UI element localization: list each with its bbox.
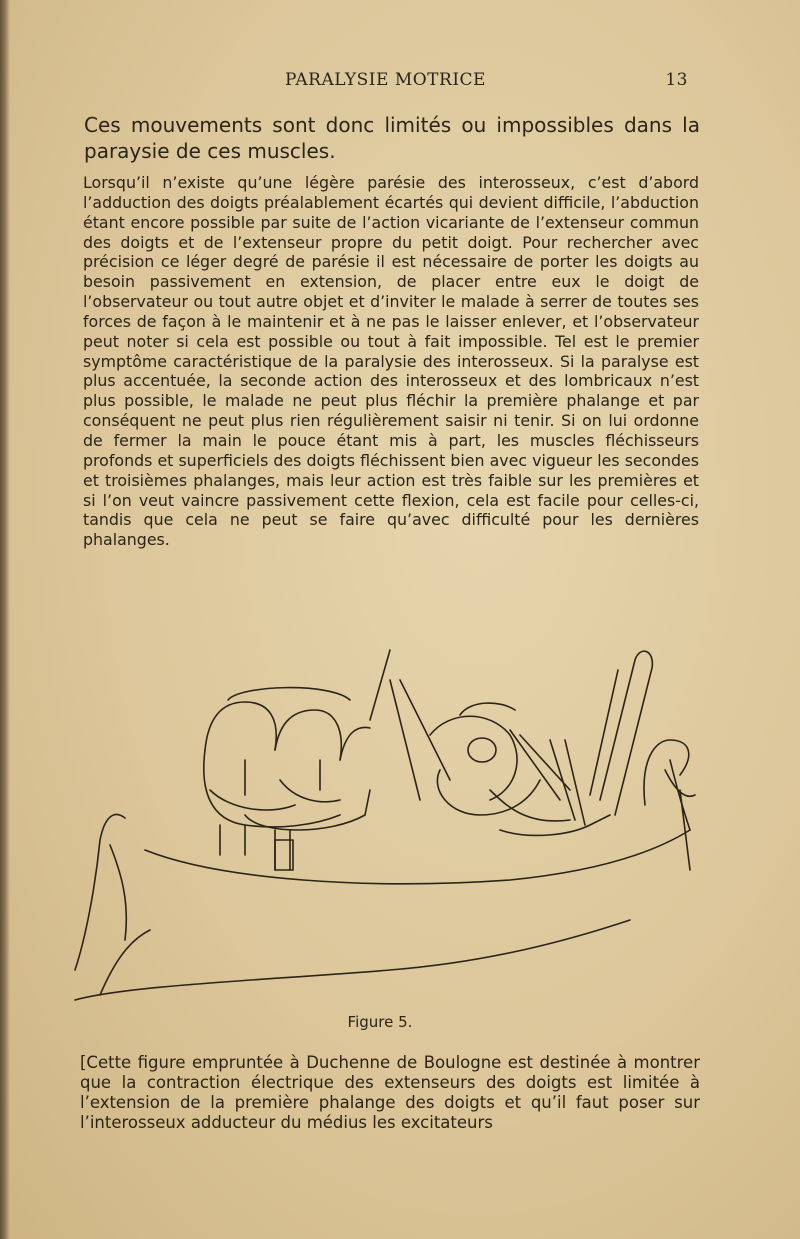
page-number: 13 — [665, 70, 688, 90]
figure-note: [Cette figure empruntée à Duchenne de Boulogne est destinée à montrer que la contraction électrique des extenseurs des doigts est limitée à l’extension de la première phalange des doigts et qu’il faut poser sur l’interosseux adducteur du médius les excitateurs — [80, 1053, 700, 1132]
intro-sentence: Ces mouvements sont donc limités ou impossibles dans la paraysie de ces muscles. — [84, 113, 700, 163]
page-binding-edge — [0, 0, 10, 1239]
main-paragraph: Lorsqu’il n’existe qu’une légère parésie des interosseux, c’est d’abord l’adduction des doigts préalablement écartés qui devient difficile, l’abduction étant encore possible par suite de l’action vicariante de l’extenseur commun des doigts et de l’extenseur propre du petit doigt. Pour rechercher avec précision ce léger degré de parésie il est nécessaire de porter les doigts au besoin passivement en extension, de placer entre eux le doigt de l’observateur ou tout autre objet et d’inviter le malade à serrer de toutes ses forces de façon à le maintenir et à ne pas le laisser enlever, et l’observateur peut noter si cela est possible ou tout à fait impossible. Tel est le premier symptôme caractéristique de la paralysie des interosseux. Si la paralyse est plus accentuée, la seconde action des interosseux et des lombricaux n’est plus possible, le malade ne peut plus fléchir la première phalange et par conséquent ne peut plus rien régulièrement saisir ni tenir. Si on lui ordonne de fermer la main le pouce étant mis à part, les muscles fléchisseurs profonds et superficiels des doigts fléchissent bien avec vigueur les secondes et troisièmes phalanges, mais leur action est très faible sur les premières et si l’on veut vaincre passivement cette flexion, cela est facile pour celles-ci, tandis que cela ne peut se faire qu’avec difficulté pour les dernières phalanges. — [83, 173, 699, 550]
figure-illustration — [70, 640, 700, 1010]
hand-illustration-icon — [70, 640, 700, 1010]
running-title: PARALYSIE MOTRICE — [285, 70, 486, 90]
figure-caption: Figure 5. — [347, 1013, 413, 1031]
